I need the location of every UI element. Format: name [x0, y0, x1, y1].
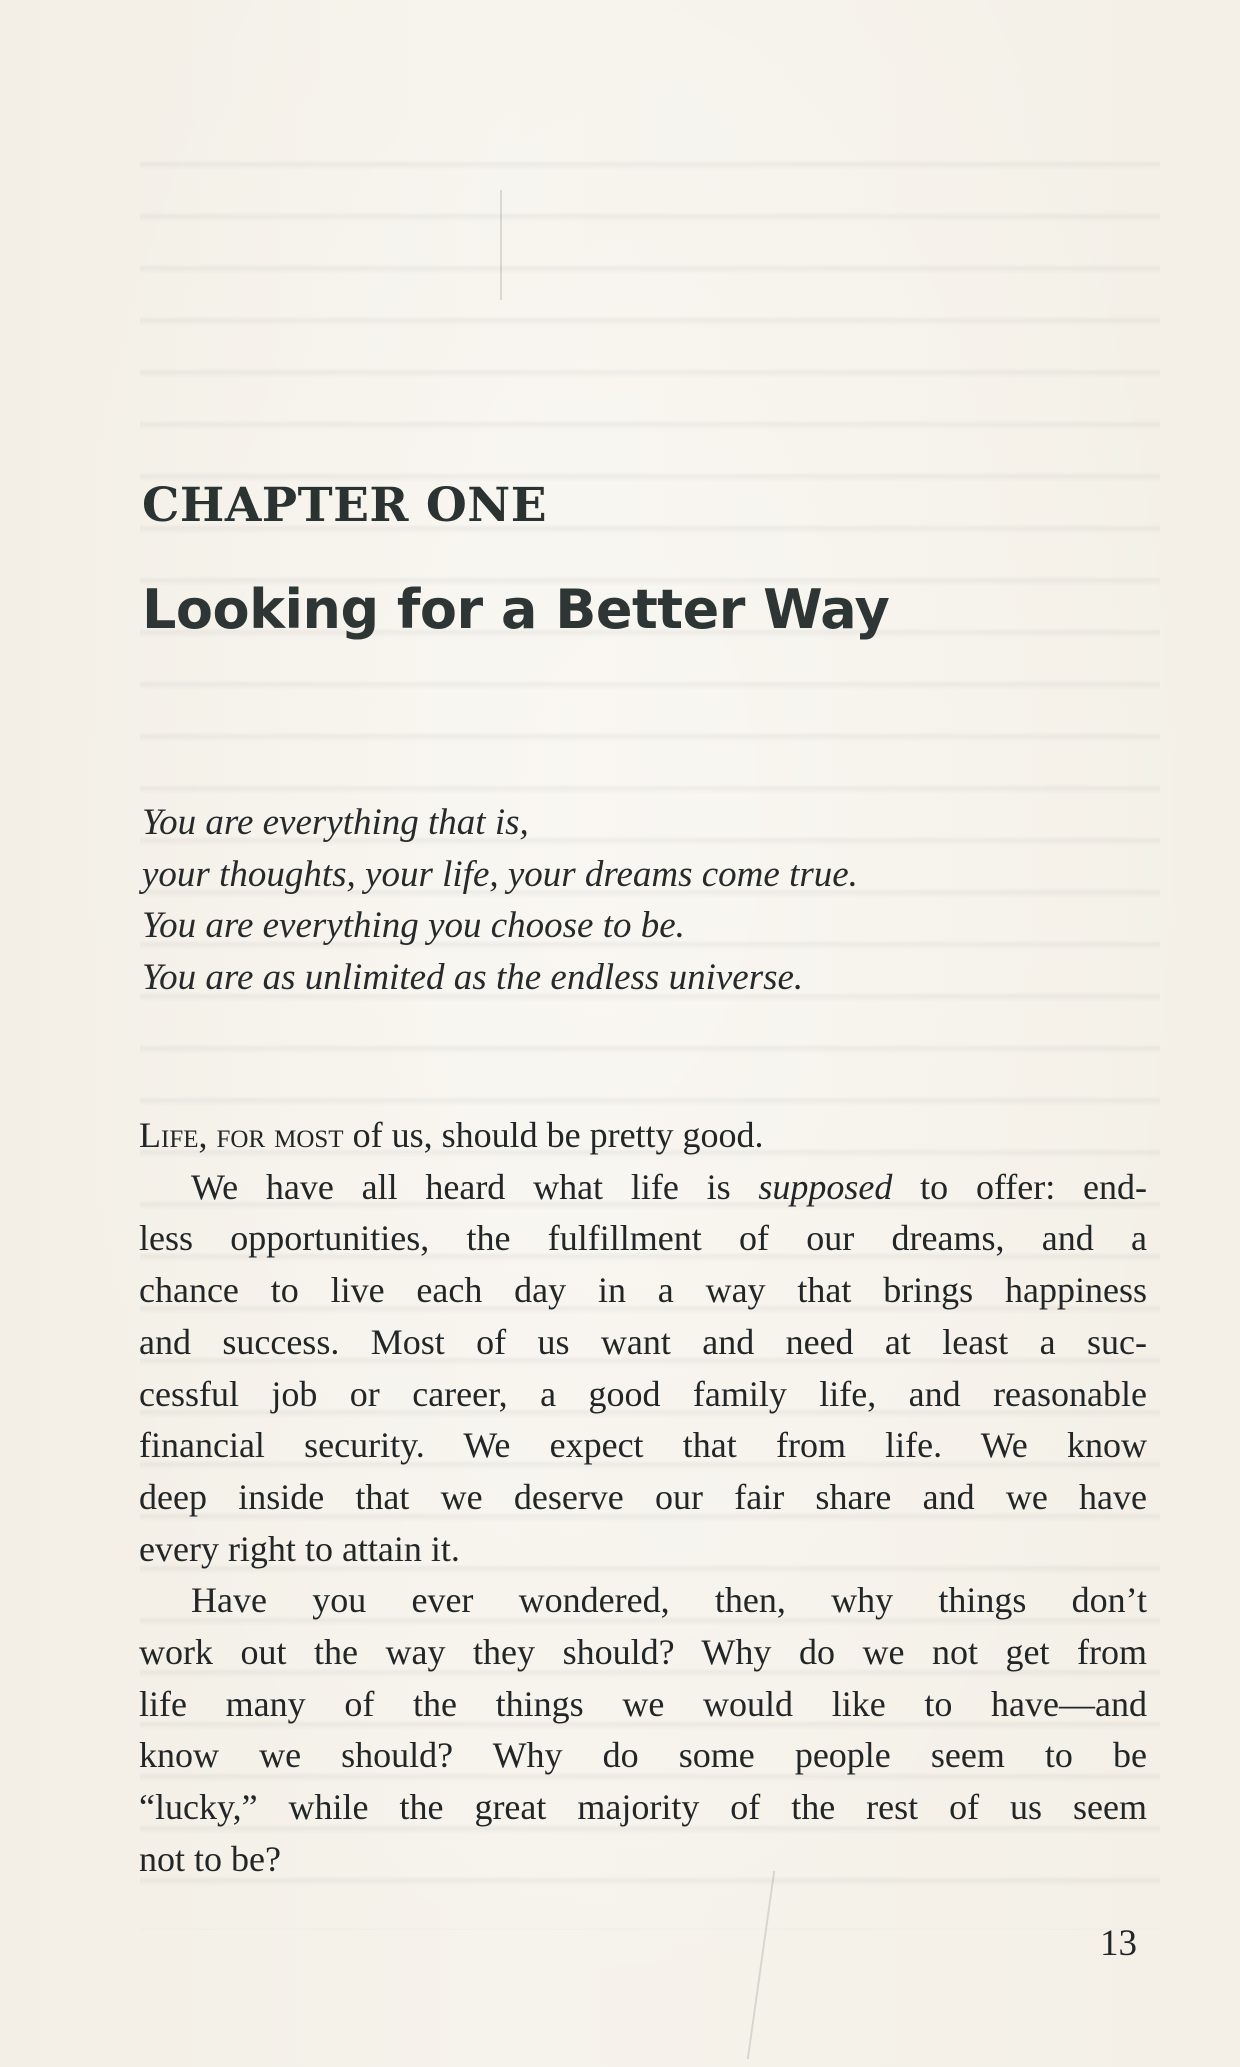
body-line: financial security. We expect that from life. We know	[139, 1425, 1147, 1466]
epigraph-line: You are as unlimited as the endless universe.	[142, 956, 804, 998]
body-line: not to be?	[139, 1838, 281, 1879]
body-line: know we should? Why do some people seem to be	[139, 1735, 1147, 1776]
body-line	[139, 1110, 1147, 1162]
paper-crease	[500, 190, 502, 300]
opening-small-caps: Life, for most	[139, 1115, 344, 1155]
epigraph-line: your thoughts, your life, your dreams come true.	[142, 853, 858, 895]
body-text	[139, 1110, 1147, 1886]
chapter-title: Looking for a Better Way	[142, 578, 890, 641]
body-line: Have you ever wondered, then, why things don’t	[191, 1580, 1147, 1621]
paper-crease	[747, 1871, 775, 2059]
body-line: chance to live each day in a way that brings happiness	[139, 1270, 1147, 1311]
body-line: work out the way they should? Why do we not get from	[139, 1632, 1147, 1673]
epigraph-line: You are everything that is,	[142, 802, 529, 843]
body-line-text: of us, should be pretty good.	[343, 1115, 764, 1155]
body-line: and success. Most of us want and need at least a suc-	[139, 1321, 1147, 1362]
body-line: life many of the things we would like to have—and	[139, 1683, 1147, 1724]
body-line: less opportunities, the fulfillment of our dreams, and a	[139, 1218, 1147, 1259]
body-line: deep inside that we deserve our fair share and we have	[139, 1476, 1147, 1517]
epigraph	[142, 797, 858, 1003]
body-line: cessful job or career, a good family life, and reasonable	[139, 1373, 1147, 1414]
emphasis-text: supposed	[758, 1166, 893, 1207]
page-number: 13	[1100, 1923, 1137, 1964]
body-line: every right to attain it.	[139, 1528, 460, 1569]
body-line	[139, 1162, 1147, 1214]
body-line: “lucky,” while the great majority of the rest of us seem	[139, 1787, 1147, 1828]
epigraph-line: You are everything you choose to be.	[142, 905, 685, 946]
body-line-text: We have all heard what life is	[191, 1166, 759, 1207]
body-line-text: to offer: end-	[892, 1166, 1147, 1207]
chapter-label: CHAPTER ONE	[142, 478, 548, 533]
